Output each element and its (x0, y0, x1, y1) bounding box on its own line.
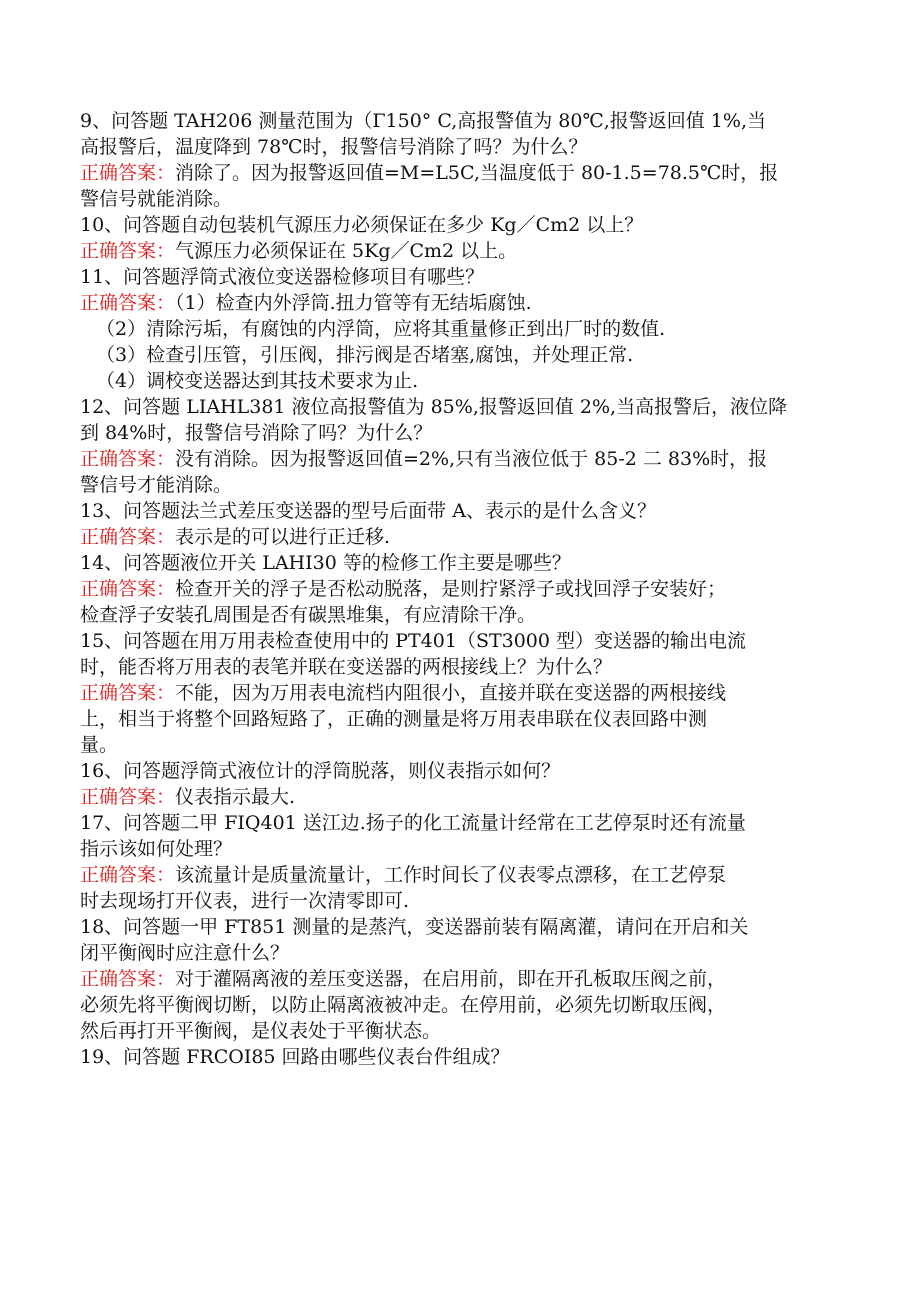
answer-18-text: 对于灌隔离液的差压变送器，在启用前，即在开孔板取压阀之前， (175, 968, 727, 990)
question-18-line-1: 18、问答题一甲 FT851 测量的是蒸汽，变送器前装有隔离灌，请问在开启和关 (80, 916, 749, 938)
answer-label: 正确答案： (80, 786, 176, 808)
answer-15-line-2: 上，相当于将整个回路短路了，正确的测量是将万用表串联在仪表回路中测 (80, 708, 708, 730)
question-19-line-1: 19、问答题 FRCOI85 回路由哪些仪表台件组成？ (80, 1046, 510, 1068)
question-14-line-1: 14、问答题液位开关 LAHI30 等的检修工作主要是哪些？ (80, 552, 571, 574)
question-15-line-2: 时，能否将万用表的表笔并联在变送器的两根接线上？为什么？ (80, 656, 613, 678)
answer-16-text: 仪表指示最大. (175, 786, 296, 808)
question-12-line-1: 12、问答题 LIAHL381 液位高报警值为 85%,报警返回值 2%,当高报警后，液位降 (80, 396, 788, 418)
answer-label: 正确答案： (80, 968, 176, 990)
answer-15-text: 不能，因为万用表电流档内阻很小，直接并联在变送器的两根接线 (175, 682, 727, 704)
answer-17-line-2: 时去现场打开仪表，进行一次清零即可. (80, 890, 410, 912)
question-13-line-1: 13、问答题法兰式差压变送器的型号后面带 A、表示的是什么含义？ (80, 500, 656, 522)
answer-label: 正确答案： (80, 578, 176, 600)
question-17-line-2: 指示该如何处理？ (80, 838, 233, 860)
answer-label: 正确答案： (80, 682, 176, 704)
question-10-line-1: 10、问答题自动包装机气源压力必须保证在多少 Kg／Cm2 以上？ (80, 214, 644, 236)
question-11-line-1: 11、问答题浮筒式液位变送器检修项目有哪些？ (80, 266, 485, 288)
answer-13-line-1 (80, 524, 820, 550)
answer-10-line-1 (80, 238, 820, 264)
answer-label: 正确答案： (80, 292, 176, 314)
answer-11-line-4: （4）调校变送器达到其技术要求为止. (96, 370, 419, 392)
answer-label: 正确答案： (80, 526, 176, 548)
question-9-line-2: 高报警后，温度降到 78℃时，报警信号消除了吗？为什么？ (80, 136, 588, 158)
answer-18-line-1 (80, 966, 820, 992)
answer-18-line-3: 然后再打开平衡阀，是仪表处于平衡状态。 (80, 1020, 442, 1042)
question-15-line-1: 15、问答题在用万用表检查使用中的 PT401（ST3000 型）变送器的输出电流 (80, 630, 747, 652)
answer-9-text: 消除了。因为报警返回值=M=L5C,当温度低于 80-1.5=78.5℃时，报 (175, 162, 779, 184)
answer-11-line-1 (80, 290, 820, 316)
question-9-line-1: 9、问答题 TAH206 测量范围为（Γ150° C,高报警值为 80℃,报警返回值 1%,当 (80, 110, 766, 132)
answer-9-line-1 (80, 160, 820, 186)
answer-12-text: 没有消除。因为报警返回值=2%,只有当液位低于 85-2 二 83%时，报 (175, 448, 768, 470)
answer-12-line-1 (80, 446, 820, 472)
question-18-line-2: 闭平衡阀时应注意什么？ (80, 942, 290, 964)
answer-9-line-2: 警信号就能消除。 (80, 188, 233, 210)
question-17-line-1: 17、问答题二甲 FIQ401 送江边.扬子的化工流量计经常在工艺停泵时还有流量 (80, 812, 746, 834)
answer-label: 正确答案： (80, 162, 176, 184)
answer-15-line-1 (80, 680, 820, 706)
question-12-line-2: 到 84%时，报警信号消除了吗？为什么？ (80, 422, 433, 444)
answer-16-line-1 (80, 784, 820, 810)
answer-15-line-3: 量。 (80, 734, 119, 756)
answer-label: 正确答案： (80, 448, 176, 470)
answer-14-line-1 (80, 576, 820, 602)
answer-11-line-3: （3）检查引压管，引压阀，排污阀是否堵塞,腐蚀，并处理正常. (96, 344, 634, 366)
question-16-line-1: 16、问答题浮筒式液位计的浮筒脱落，则仪表指示如何？ (80, 760, 561, 782)
answer-10-text: 气源压力必须保证在 5Kg／Cm2 以上。 (175, 240, 518, 262)
answer-17-text: 该流量计是质量流量计，工作时间长了仪表零点漂移，在工艺停泵 (175, 864, 727, 886)
answer-17-line-1 (80, 862, 820, 888)
answer-13-text: 表示是的可以进行正迁移. (175, 526, 391, 548)
answer-11-text: （1）检查内外浮筒.扭力管等有无结垢腐蚀. (175, 292, 532, 314)
answer-14-line-2: 检查浮子安装孔周围是否有碳黑堆集，有应清除干净。 (80, 604, 537, 626)
answer-14-text: 检查开关的浮子是否松动脱落，是则拧紧浮子或找回浮子安装好； (175, 578, 727, 600)
answer-label: 正确答案： (80, 240, 176, 262)
answer-label: 正确答案： (80, 864, 176, 886)
answer-18-line-2: 必须先将平衡阀切断，以防止隔离液被冲走。在停用前，必须先切断取压阀， (80, 994, 727, 1016)
answer-11-line-2: （2）清除污垢，有腐蚀的内浮筒，应将其重量修正到出厂时的数值. (96, 318, 666, 340)
answer-12-line-2: 警信号才能消除。 (80, 474, 233, 496)
